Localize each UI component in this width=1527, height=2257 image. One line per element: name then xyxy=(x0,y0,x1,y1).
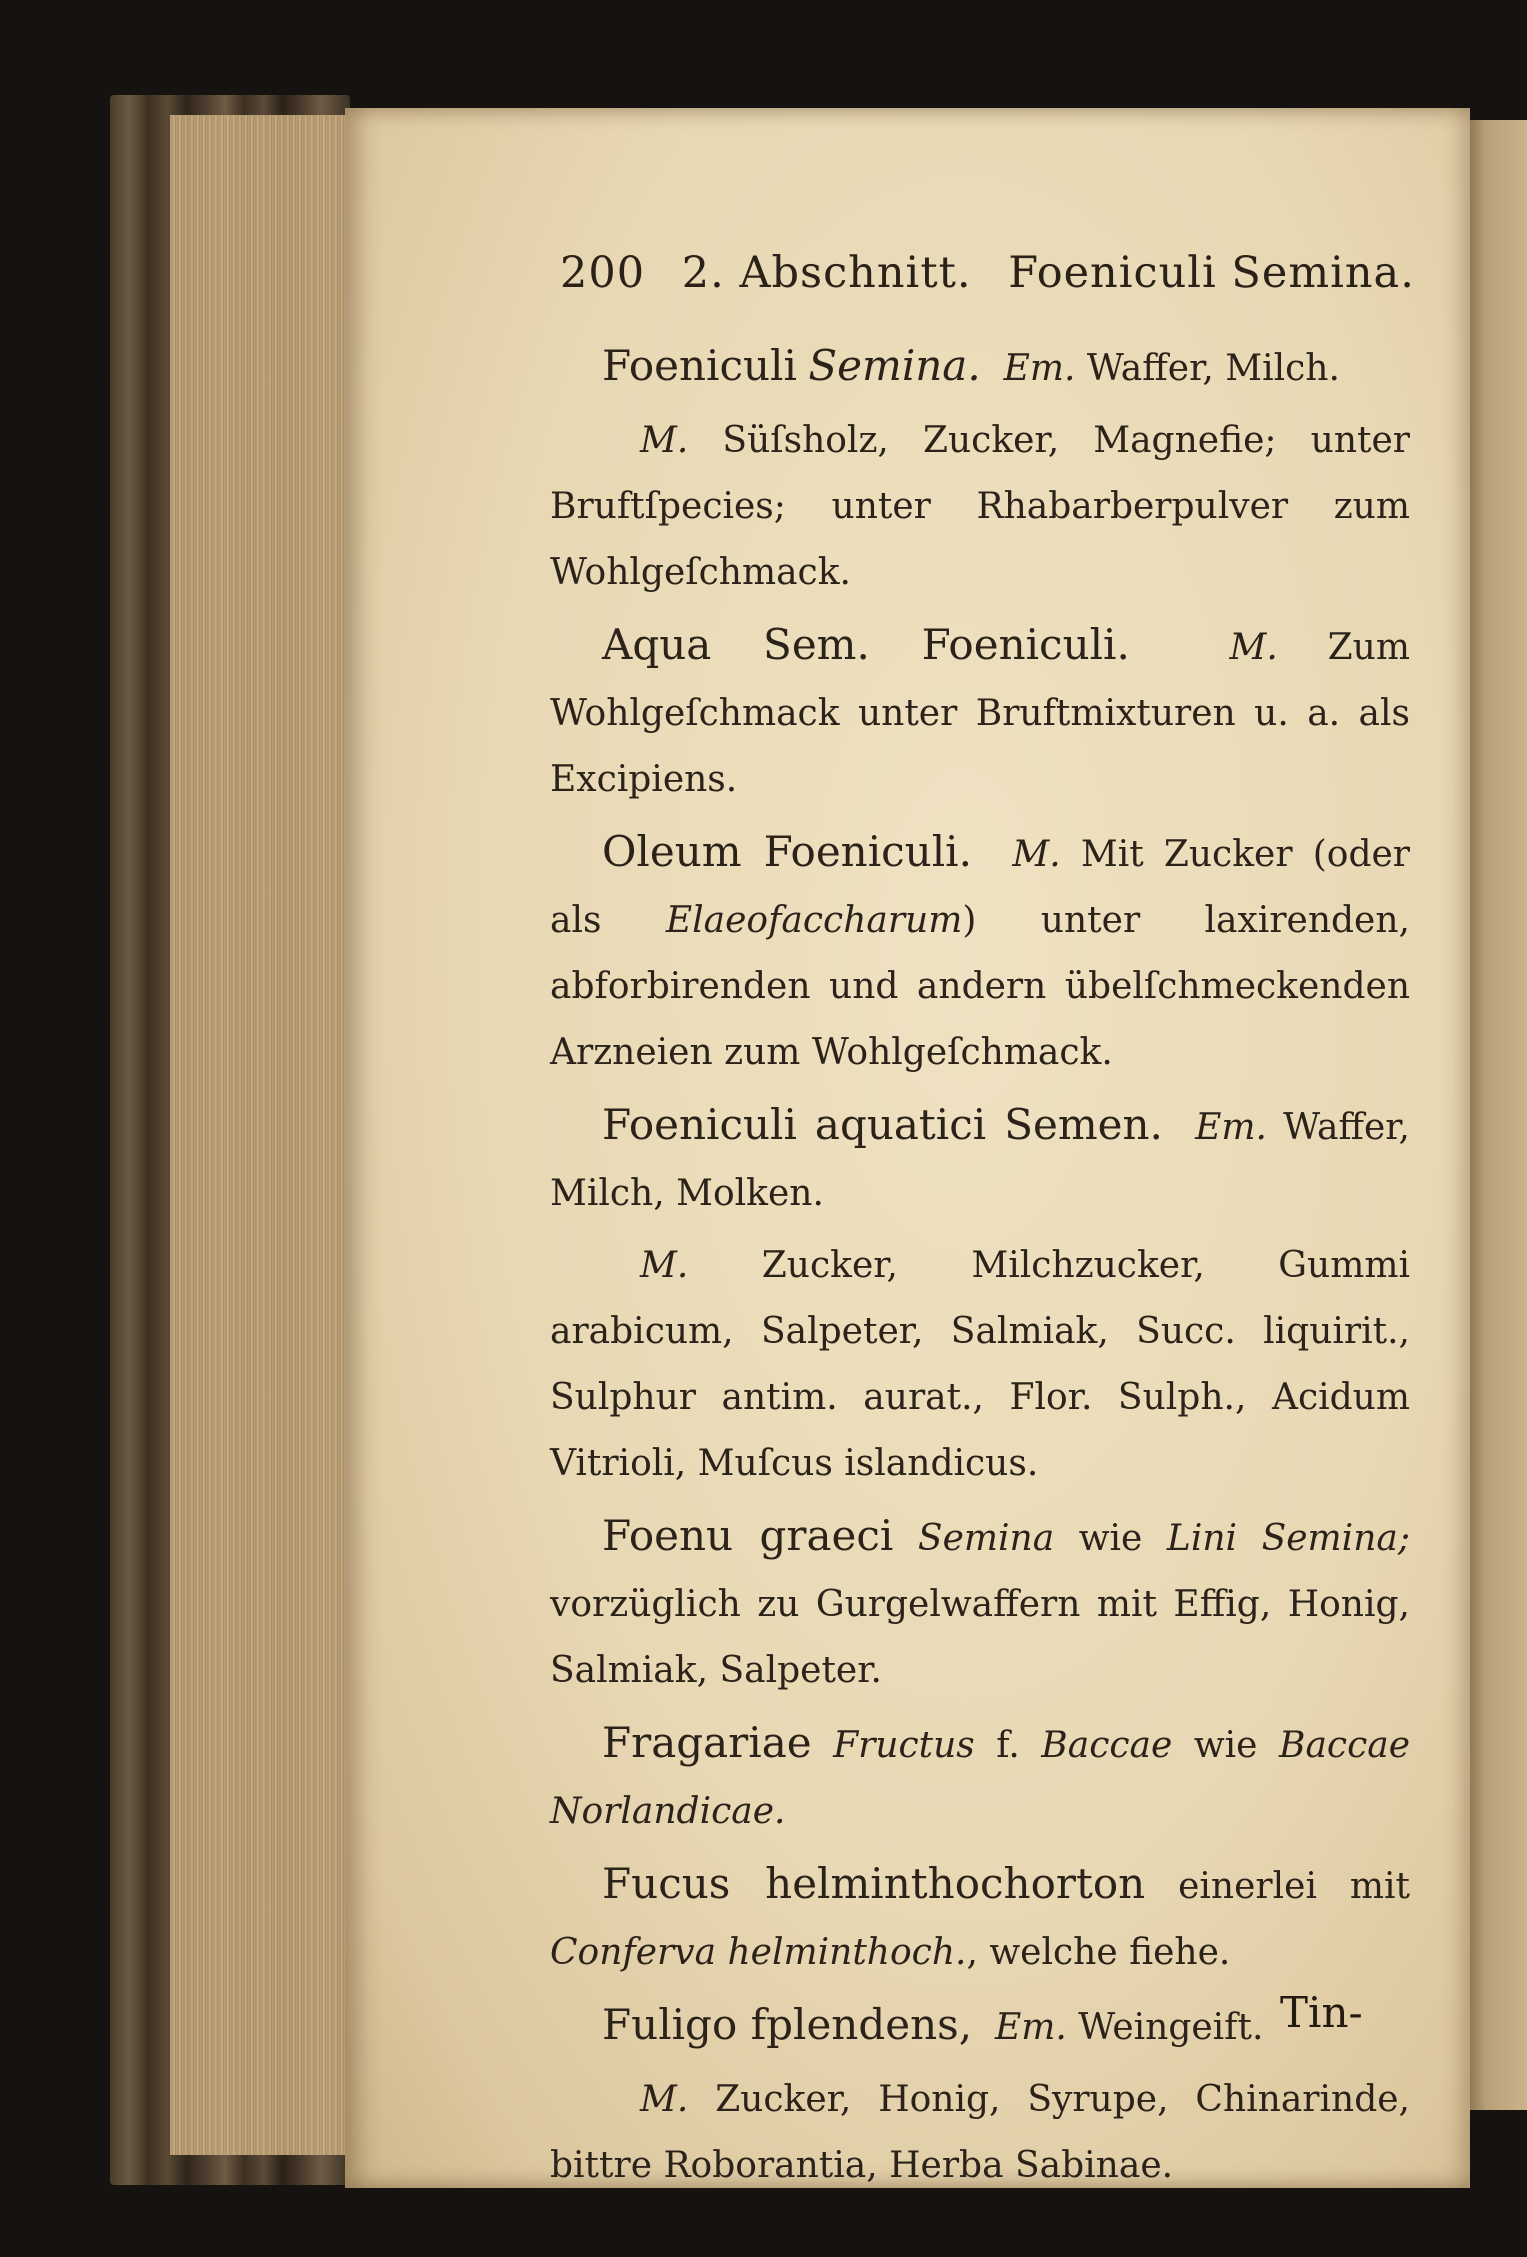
entry-aqua-sem-foeniculi: Aqua Sem. Foeniculi. M. Zum Wohlgeſchmack unter Bruftmixturen u. a. als Excipiens. xyxy=(550,620,1410,800)
page-edges xyxy=(170,115,345,2155)
entry-fucus-helminthochorton: Fucus helminthochorton einerlei mit Conferva helminthoch., welche fiehe. xyxy=(550,1859,1410,1973)
book-page xyxy=(345,108,1470,2188)
page-number: 200 xyxy=(560,248,646,298)
facing-page-edge xyxy=(1468,120,1527,2110)
entry-foeniculi-semina-m: M. Süſsholz, Zucker, Magnefie; unter Bruftſpecies; unter Rhabarberpulver zum Wohlgeſchmack. xyxy=(550,420,1410,593)
running-title: Foeniculi Semina. xyxy=(1008,248,1415,298)
page-body xyxy=(550,333,1410,2205)
entry-fuligo-splendens: Fuligo fplendens, Em. Weingeift. xyxy=(602,2000,1264,2049)
entry-fragariae: Fragariae Fructus f. Baccae wie Baccae Norlandicae. xyxy=(550,1718,1410,1832)
entry-foeniculi-aquatici-m: M. Zucker, Milchzucker, Gummi arabicum, Salpeter, Salmiak, Succ. liquirit., Sulphur antim. aurat., Flor. Sulph., Acidum Vitrioli, Muſcus islandicus. xyxy=(550,1245,1410,1484)
entry-foeniculi-aquatici: Foeniculi aquatici Semen. Em. Waffer, Milch, Molken. xyxy=(550,1100,1410,1214)
running-header xyxy=(560,248,1437,298)
section-label: 2. Abschnitt. xyxy=(681,248,972,298)
entry-oleum-foeniculi: Oleum Foeniculi. M. Mit Zucker (oder als Elaeofaccharum) unter laxirenden, abforbirenden und andern übelſchmeckenden Arzneien zum Wohlgeſchmack. xyxy=(550,827,1410,1073)
entry-foeniculi-semina: Foeniculi Semina. Em. Waffer, Milch. xyxy=(602,341,1340,390)
entry-foenu-graeci: Foenu graeci Semina wie Lini Semina; vorzüglich zu Gurgelwaffern mit Effig, Honig, Salmiak, Salpeter. xyxy=(550,1511,1410,1691)
catchword: Tin- xyxy=(1280,1988,1363,2037)
entry-fuligo-splendens-m: M. Zucker, Honig, Syrupe, Chinarinde, bittre Roborantia, Herba Sabinae. xyxy=(550,2079,1410,2186)
